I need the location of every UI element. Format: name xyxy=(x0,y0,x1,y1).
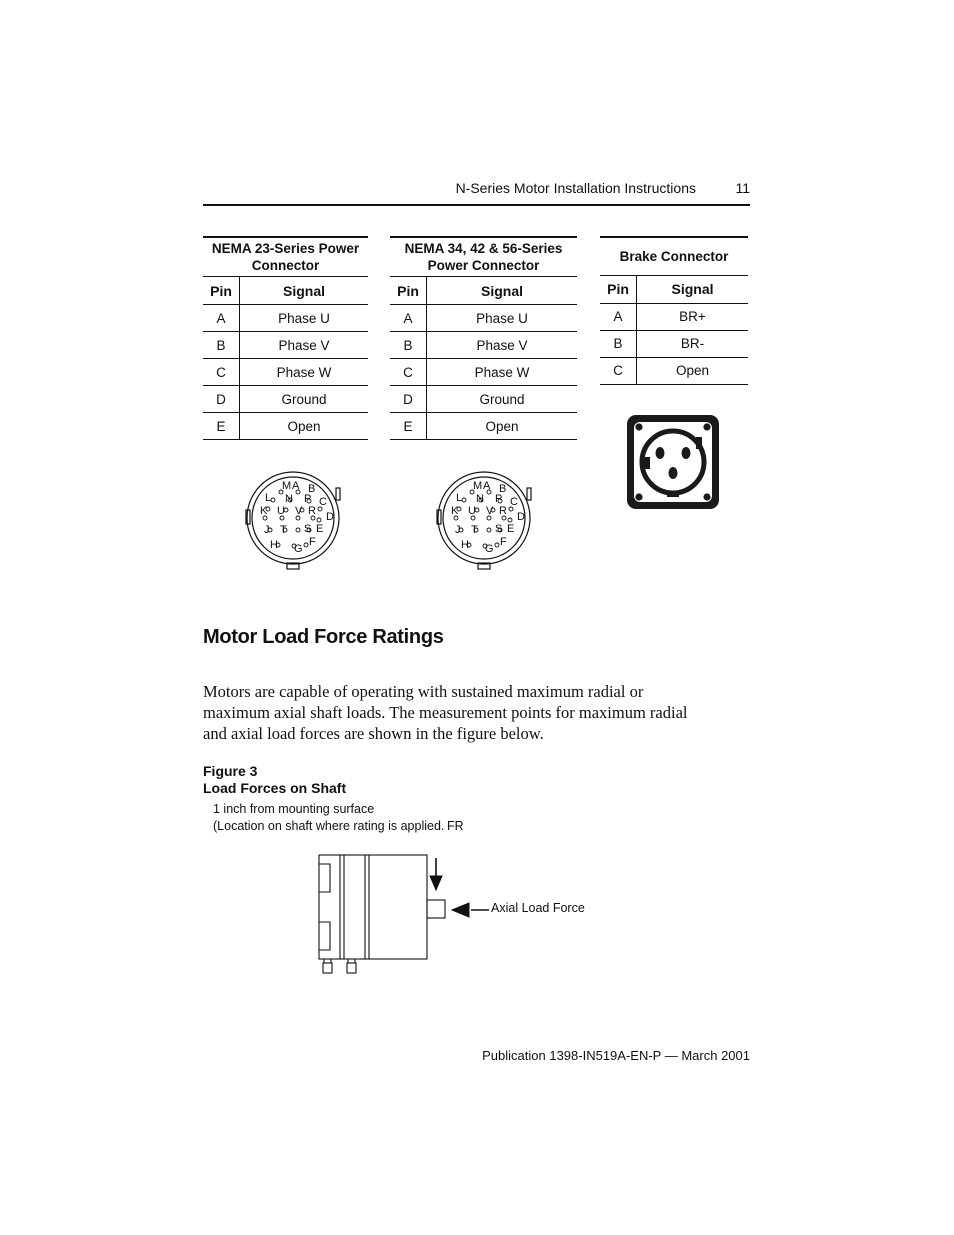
pin-letter: C xyxy=(319,496,327,508)
pin-letter: D xyxy=(517,511,525,523)
pin-letter: N xyxy=(285,493,293,505)
column-header-signal: Signal xyxy=(637,275,749,303)
signal-cell: Open xyxy=(637,357,749,384)
signal-cell: Open xyxy=(427,413,578,440)
column-header-signal: Signal xyxy=(240,277,369,305)
pin-letter: M xyxy=(473,480,483,492)
brake-connector-diagram xyxy=(625,413,721,511)
table-row xyxy=(203,359,368,386)
pin-cell: D xyxy=(203,386,240,413)
signal-cell: Open xyxy=(240,413,369,440)
pin-cell: C xyxy=(203,359,240,386)
pin-letter: T xyxy=(471,524,478,536)
pin-letter: L xyxy=(456,492,463,504)
table-row xyxy=(390,332,577,359)
pin-socket xyxy=(495,543,499,547)
publication-footer: Publication 1398-IN519A-EN-P — March 2001 xyxy=(482,1048,750,1063)
pin-cell: A xyxy=(390,305,427,332)
table-row xyxy=(390,413,577,440)
pin-letter: R xyxy=(308,505,316,517)
pin-letter: E xyxy=(507,523,515,535)
pin-letter: E xyxy=(316,523,324,535)
table-row xyxy=(203,332,368,359)
pin-letter: P xyxy=(304,493,312,505)
header-rule xyxy=(203,204,750,206)
running-header-title: N-Series Motor Installation Instructions xyxy=(455,180,696,196)
pin-letter: P xyxy=(495,493,503,505)
signal-cell: Phase U xyxy=(427,305,578,332)
signal-cell: Phase V xyxy=(240,332,369,359)
pin-letter: K xyxy=(451,505,459,517)
figure-caption xyxy=(203,763,346,797)
pin-letter: G xyxy=(485,543,494,555)
pin-cell: E xyxy=(203,413,240,440)
table-row xyxy=(203,386,368,413)
pin-letter: N xyxy=(476,493,484,505)
pin-letter: M xyxy=(282,480,292,492)
pin-socket xyxy=(271,498,275,502)
table-caption: NEMA 23-Series Power Connector xyxy=(203,237,368,277)
signal-cell: Phase V xyxy=(427,332,578,359)
signal-cell: Ground xyxy=(427,386,578,413)
pin-cell: A xyxy=(203,305,240,332)
pin-cell: A xyxy=(600,303,637,330)
table-caption: NEMA 34, 42 & 56-Series Power Connector xyxy=(390,237,577,277)
figure-note-line2: (Location on shaft where rating is applied. xyxy=(213,819,445,833)
nema23-connector-diagram xyxy=(240,470,350,575)
pin-cell: C xyxy=(390,359,427,386)
pin-letter: B xyxy=(308,483,316,495)
figure-title: Load Forces on Shaft xyxy=(203,780,347,796)
pin-cell: B xyxy=(390,332,427,359)
nema34-connector-diagram xyxy=(431,470,541,575)
column-header-pin: Pin xyxy=(203,277,240,305)
body-paragraph: Motors are capable of operating with sustained maximum radial or maximum axial shaft loads. The measurement points for maximum radial and axial load forces are shown in the figure below. xyxy=(203,682,688,743)
pin-letter: J xyxy=(264,524,270,536)
pin-cell: E xyxy=(390,413,427,440)
pin-letter: U xyxy=(277,505,285,517)
signal-cell: BR- xyxy=(637,330,749,357)
table-row xyxy=(390,359,577,386)
pin-cell: D xyxy=(390,386,427,413)
pin-letter: K xyxy=(260,505,268,517)
table-row xyxy=(600,330,748,357)
pin-letter: V xyxy=(486,505,494,517)
axial-load-force-label: Axial Load Force xyxy=(491,901,585,915)
pin-letter: S xyxy=(495,523,503,535)
signal-cell: Phase W xyxy=(240,359,369,386)
pin-letter: L xyxy=(265,492,272,504)
pin-letter: B xyxy=(499,483,507,495)
pin-letter: T xyxy=(280,524,287,536)
pin-socket xyxy=(462,498,466,502)
pin-letter: H xyxy=(270,539,278,551)
pin-letter: C xyxy=(510,496,518,508)
pin-socket xyxy=(296,528,300,532)
radial-force-label: FR xyxy=(447,819,464,833)
pin-letter: A xyxy=(292,480,300,492)
section-title: Motor Load Force Ratings xyxy=(203,626,444,648)
motor-shaft-drawing xyxy=(315,852,495,982)
brake-connector-table xyxy=(600,236,748,385)
column-header-pin: Pin xyxy=(390,277,427,305)
pin-socket xyxy=(317,518,321,522)
pin-letter: D xyxy=(326,511,334,523)
pin-letter: J xyxy=(455,524,461,536)
table-row xyxy=(390,305,577,332)
pin-socket xyxy=(487,528,491,532)
table-row xyxy=(390,386,577,413)
pin-letter: F xyxy=(309,536,316,548)
figure-number: Figure 3 xyxy=(203,763,258,779)
column-header-pin: Pin xyxy=(600,275,637,303)
pin-letter: R xyxy=(499,505,507,517)
table-caption: Brake Connector xyxy=(600,237,748,275)
pin-letter: H xyxy=(461,539,469,551)
nema23-power-table xyxy=(203,236,368,440)
pin-letter: U xyxy=(468,505,476,517)
signal-cell: BR+ xyxy=(637,303,749,330)
column-header-signal: Signal xyxy=(427,277,578,305)
pin-letter: A xyxy=(483,480,491,492)
pin-socket xyxy=(304,543,308,547)
pin-socket xyxy=(508,518,512,522)
nema34-power-table xyxy=(390,236,577,440)
signal-cell: Phase W xyxy=(427,359,578,386)
pin-letter: S xyxy=(304,523,312,535)
signal-cell: Ground xyxy=(240,386,369,413)
pin-letter: V xyxy=(295,505,303,517)
table-row xyxy=(203,413,368,440)
pin-letter: G xyxy=(294,543,303,555)
pin-cell: C xyxy=(600,357,637,384)
pin-letter: F xyxy=(500,536,507,548)
signal-cell: Phase U xyxy=(240,305,369,332)
pin-cell: B xyxy=(600,330,637,357)
page-number: 11 xyxy=(735,180,750,196)
figure-note-line1: 1 inch from mounting surface xyxy=(213,802,375,816)
table-row xyxy=(600,303,748,330)
pin-cell: B xyxy=(203,332,240,359)
table-row xyxy=(600,357,748,384)
table-row xyxy=(203,305,368,332)
